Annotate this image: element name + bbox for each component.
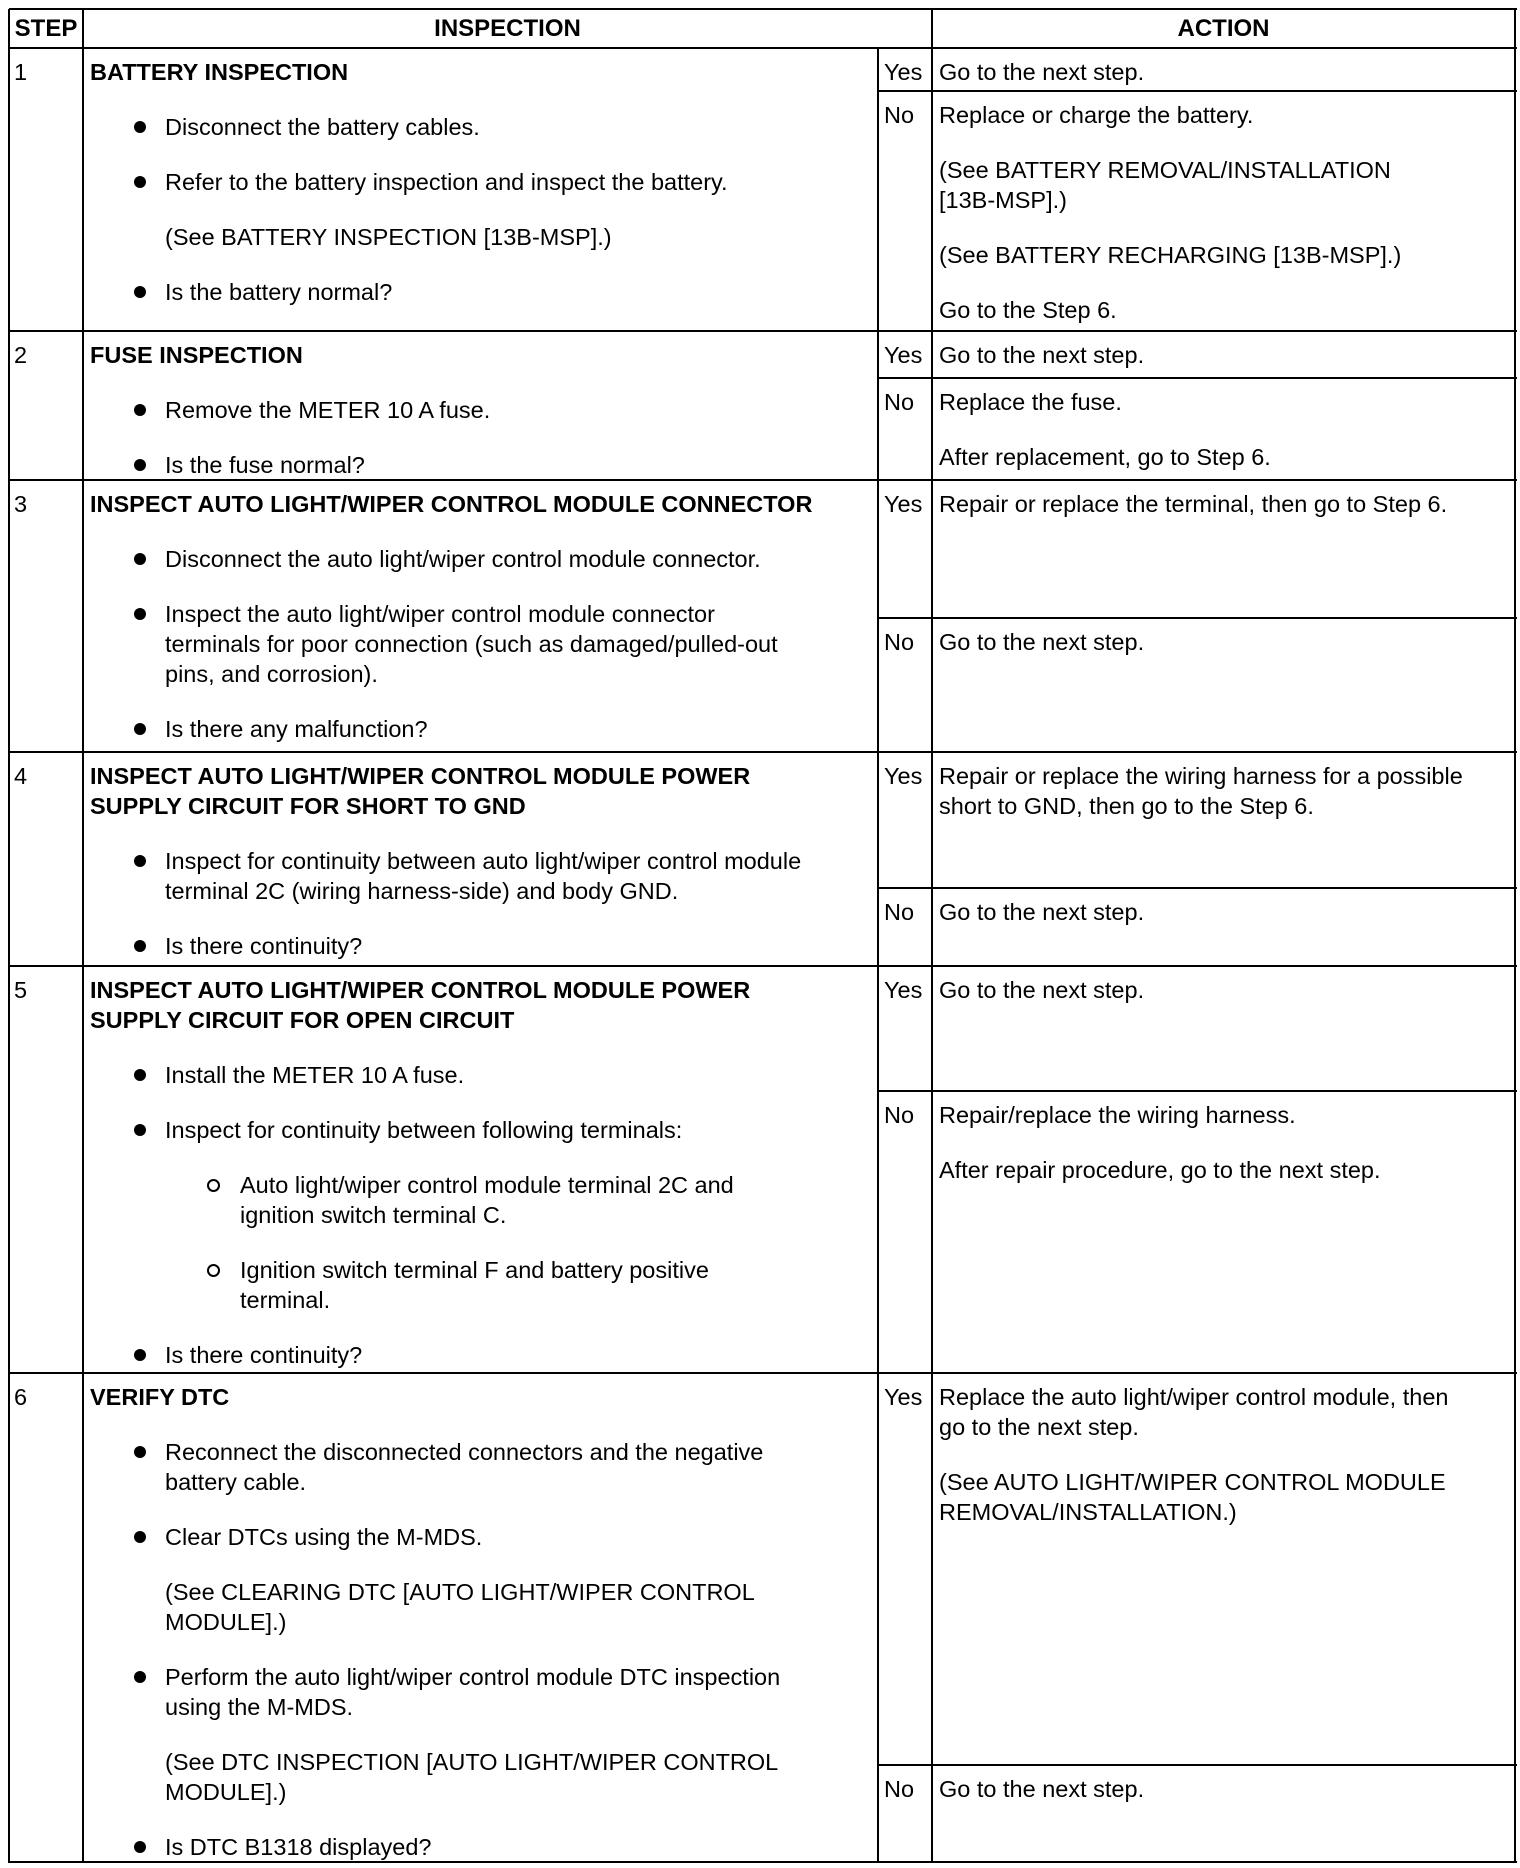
table-right-border bbox=[1514, 9, 1516, 1863]
action-text: Go to the next step. bbox=[939, 59, 1145, 85]
inspection-item-text: using the M-MDS. bbox=[165, 1694, 354, 1720]
action-text: Go to the next step. bbox=[939, 1776, 1145, 1802]
action-text: (See BATTERY REMOVAL/INSTALLATION bbox=[939, 157, 1391, 183]
action-text: Go to the next step. bbox=[939, 629, 1145, 655]
header-inspection: INSPECTION bbox=[434, 15, 581, 42]
inspection-item-text: Inspect for continuity between auto light/wiper control module bbox=[165, 848, 802, 874]
inspection-item-text: Inspect the auto light/wiper control module connector bbox=[165, 601, 715, 627]
action-text: [13B-MSP].) bbox=[939, 187, 1067, 213]
step-number: 1 bbox=[14, 59, 28, 85]
row-divider bbox=[9, 1372, 1517, 1374]
inspection-item-text: Disconnect the battery cables. bbox=[165, 114, 480, 140]
yes-no-divider bbox=[878, 617, 1517, 619]
step-number: 5 bbox=[14, 977, 28, 1003]
yes-label: Yes bbox=[884, 763, 923, 789]
step-title: VERIFY DTC bbox=[90, 1384, 230, 1410]
step-title: INSPECT AUTO LIGHT/WIPER CONTROL MODULE CONNECTOR bbox=[90, 491, 813, 517]
action-text: Replace or charge the battery. bbox=[939, 102, 1254, 128]
yes-no-column-rule bbox=[877, 48, 879, 1863]
inspection-item-text: Disconnect the auto light/wiper control module connector. bbox=[165, 546, 761, 572]
no-label: No bbox=[884, 629, 915, 655]
inspection-item-text: Is there any malfunction? bbox=[165, 716, 428, 742]
sub-item-text: terminal. bbox=[240, 1287, 331, 1313]
inspection-item-text: Is the battery normal? bbox=[165, 279, 393, 305]
yes-label: Yes bbox=[884, 1384, 923, 1410]
row-divider bbox=[9, 330, 1517, 332]
action-text: Go to the next step. bbox=[939, 977, 1145, 1003]
step-number: 2 bbox=[14, 342, 28, 368]
bullet-icon bbox=[134, 286, 146, 298]
bullet-icon bbox=[134, 459, 146, 471]
yes-no-divider bbox=[878, 1764, 1517, 1766]
action-text: REMOVAL/INSTALLATION.) bbox=[939, 1499, 1237, 1525]
yes-no-divider bbox=[878, 1090, 1517, 1092]
step-column-rule bbox=[82, 9, 84, 1863]
bullet-icon bbox=[134, 1531, 146, 1543]
yes-label: Yes bbox=[884, 491, 923, 517]
inspection-item-text: Clear DTCs using the M-MDS. bbox=[165, 1524, 483, 1550]
action-text: short to GND, then go to the Step 6. bbox=[939, 793, 1314, 819]
no-label: No bbox=[884, 102, 915, 128]
inspection-item-text: Remove the METER 10 A fuse. bbox=[165, 397, 491, 423]
action-text: After repair procedure, go to the next step. bbox=[939, 1157, 1381, 1183]
sub-bullet-icon bbox=[207, 1179, 220, 1192]
header-step: STEP bbox=[14, 15, 78, 42]
table-top-border bbox=[9, 8, 1517, 10]
action-text: (See BATTERY RECHARGING [13B-MSP].) bbox=[939, 242, 1402, 268]
step-title: BATTERY INSPECTION bbox=[90, 59, 349, 85]
inspection-item-text: terminals for poor connection (such as damaged/pulled-out bbox=[165, 631, 778, 657]
bullet-icon bbox=[134, 1841, 146, 1853]
action-text: (See AUTO LIGHT/WIPER CONTROL MODULE bbox=[939, 1469, 1446, 1495]
inspection-item-text: Reconnect the disconnected connectors and the negative bbox=[165, 1439, 764, 1465]
reference-note: MODULE].) bbox=[165, 1779, 287, 1805]
yes-label: Yes bbox=[884, 977, 923, 1003]
inspection-item-text: Install the METER 10 A fuse. bbox=[165, 1062, 465, 1088]
row-divider bbox=[9, 965, 1517, 967]
action-text: Repair or replace the terminal, then go to Step 6. bbox=[939, 491, 1448, 517]
action-text: Go to the next step. bbox=[939, 342, 1145, 368]
inspection-item-text: Inspect for continuity between following terminals: bbox=[165, 1117, 683, 1143]
step-number: 3 bbox=[14, 491, 28, 517]
reference-note: (See BATTERY INSPECTION [13B-MSP].) bbox=[165, 224, 612, 250]
action-text: Go to the next step. bbox=[939, 899, 1145, 925]
yes-no-divider bbox=[878, 377, 1517, 379]
step-number: 6 bbox=[14, 1384, 28, 1410]
bullet-icon bbox=[134, 1446, 146, 1458]
bullet-icon bbox=[134, 1349, 146, 1361]
no-label: No bbox=[884, 1102, 915, 1128]
sub-item-text: Auto light/wiper control module terminal 2C and bbox=[240, 1172, 734, 1198]
step-title: FUSE INSPECTION bbox=[90, 342, 303, 368]
action-text: Repair/replace the wiring harness. bbox=[939, 1102, 1296, 1128]
step-title: INSPECT AUTO LIGHT/WIPER CONTROL MODULE POWER bbox=[90, 977, 751, 1003]
bullet-icon bbox=[134, 1069, 146, 1081]
inspection-item-text: Perform the auto light/wiper control module DTC inspection bbox=[165, 1664, 781, 1690]
action-text: Go to the Step 6. bbox=[939, 297, 1117, 323]
yes-label: Yes bbox=[884, 59, 923, 85]
yes-no-divider bbox=[878, 90, 1517, 92]
bullet-icon bbox=[134, 1671, 146, 1683]
bullet-icon bbox=[134, 723, 146, 735]
bullet-icon bbox=[134, 404, 146, 416]
bullet-icon bbox=[134, 121, 146, 133]
action-text: Replace the fuse. bbox=[939, 389, 1122, 415]
yes-label: Yes bbox=[884, 342, 923, 368]
row-divider bbox=[9, 751, 1517, 753]
sub-item-text: ignition switch terminal C. bbox=[240, 1202, 507, 1228]
action-text: Replace the auto light/wiper control module, then bbox=[939, 1384, 1449, 1410]
action-text: Repair or replace the wiring harness for a possible bbox=[939, 763, 1463, 789]
inspection-item-text: Is there continuity? bbox=[165, 1342, 363, 1368]
header-action: ACTION bbox=[1177, 15, 1270, 42]
bullet-icon bbox=[134, 176, 146, 188]
no-label: No bbox=[884, 1776, 915, 1802]
reference-note: (See DTC INSPECTION [AUTO LIGHT/WIPER CONTROL bbox=[165, 1749, 779, 1775]
step-title: INSPECT AUTO LIGHT/WIPER CONTROL MODULE POWER bbox=[90, 763, 751, 789]
bullet-icon bbox=[134, 608, 146, 620]
sub-bullet-icon bbox=[207, 1264, 220, 1277]
table-left-border bbox=[8, 9, 10, 1863]
inspection-item-text: battery cable. bbox=[165, 1469, 307, 1495]
bullet-icon bbox=[134, 855, 146, 867]
inspection-item-text: Is DTC B1318 displayed? bbox=[165, 1834, 432, 1860]
action-column-rule bbox=[931, 9, 933, 1863]
inspection-item-text: Is there continuity? bbox=[165, 933, 363, 959]
inspection-item-text: pins, and corrosion). bbox=[165, 661, 378, 687]
step-number: 4 bbox=[14, 763, 28, 789]
bullet-icon bbox=[134, 940, 146, 952]
action-text: After replacement, go to Step 6. bbox=[939, 444, 1271, 470]
yes-no-divider bbox=[878, 887, 1517, 889]
header-bottom-rule bbox=[9, 47, 1517, 49]
sub-item-text: Ignition switch terminal F and battery positive bbox=[240, 1257, 709, 1283]
reference-note: MODULE].) bbox=[165, 1609, 287, 1635]
action-text: go to the next step. bbox=[939, 1414, 1139, 1440]
reference-note: (See CLEARING DTC [AUTO LIGHT/WIPER CONTROL bbox=[165, 1579, 755, 1605]
inspection-item-text: Is the fuse normal? bbox=[165, 452, 365, 478]
step-title: SUPPLY CIRCUIT FOR OPEN CIRCUIT bbox=[90, 1007, 515, 1033]
inspection-item-text: terminal 2C (wiring harness-side) and body GND. bbox=[165, 878, 679, 904]
no-label: No bbox=[884, 899, 915, 925]
bullet-icon bbox=[134, 1124, 146, 1136]
bullet-icon bbox=[134, 553, 146, 565]
inspection-item-text: Refer to the battery inspection and inspect the battery. bbox=[165, 169, 728, 195]
no-label: No bbox=[884, 389, 915, 415]
step-title: SUPPLY CIRCUIT FOR SHORT TO GND bbox=[90, 793, 526, 819]
